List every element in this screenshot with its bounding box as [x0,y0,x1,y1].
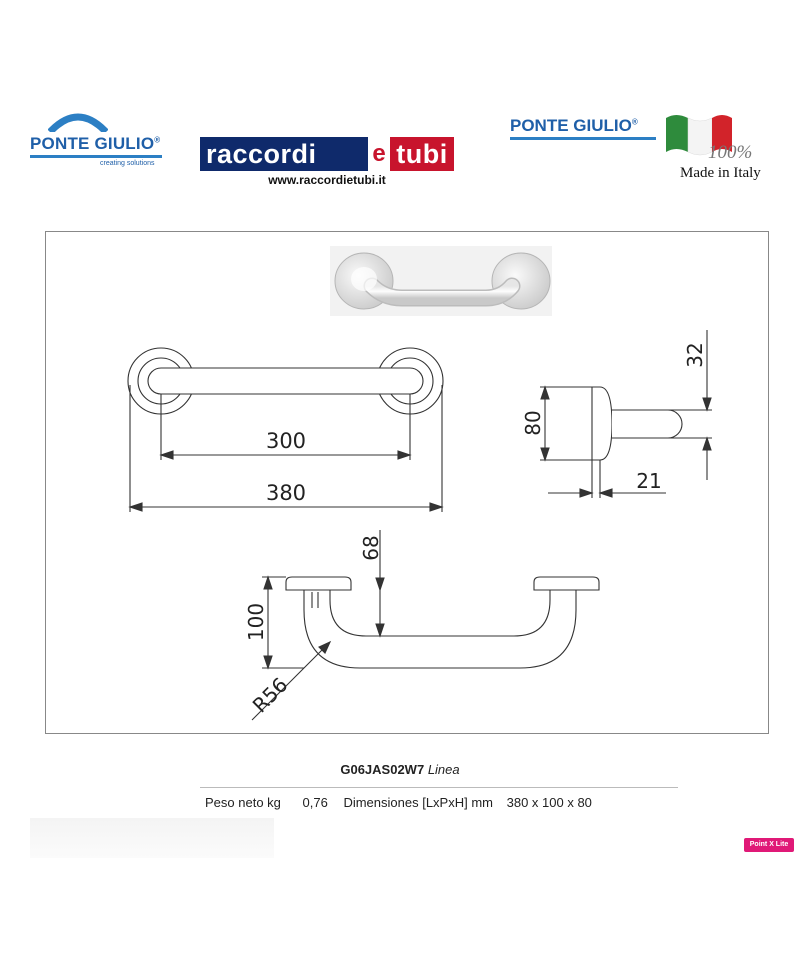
ponte-giulio-name-right: PONTE GIULIO [510,116,632,135]
dim-side-height: 80 [521,410,545,436]
product-caption [0,762,800,777]
product-render [330,246,552,316]
weight-value: 0,76 [302,795,328,810]
raccorditubi-part1: raccordi [200,137,368,171]
dim-bottom-clear: 68 [359,535,383,561]
ponte-giulio-tagline: creating solutions [100,160,155,167]
product-specs [205,795,592,810]
point-x-lite-badge[interactable]: Point X Lite [744,838,794,852]
raccorditubi-part2: tubi [390,137,454,171]
product-series: Linea [427,762,460,777]
dim-side-bar: 32 [683,342,707,368]
front-view [252,530,599,720]
dim-bottom-depth: 100 [244,602,268,642]
dimensions-label: Dimensiones [LxPxH] mm [343,795,493,810]
dim-top-inner: 300 [265,429,307,453]
dim-top-outer: 380 [265,481,307,505]
weight-label: Peso neto kg [205,795,281,810]
product-code: G06JAS02W7 [340,762,425,777]
raccorditubi-url: www.raccordietubi.it [268,173,386,187]
ponte-giulio-name: PONTE GIULIO [30,134,155,153]
registered-mark-right: ® [631,117,638,127]
dim-bottom-radius: R56 [247,672,293,718]
spec-divider [200,787,678,788]
registered-mark: ® [154,135,161,145]
dim-side-depth: 21 [636,469,662,493]
raccorditubi-connector: e [368,137,390,171]
faded-panel [30,818,274,858]
italy-percent: 100% [708,142,753,163]
dimensions-value: 380 x 100 x 80 [506,795,592,810]
made-in-italy-text: Made in Italy [680,165,761,181]
